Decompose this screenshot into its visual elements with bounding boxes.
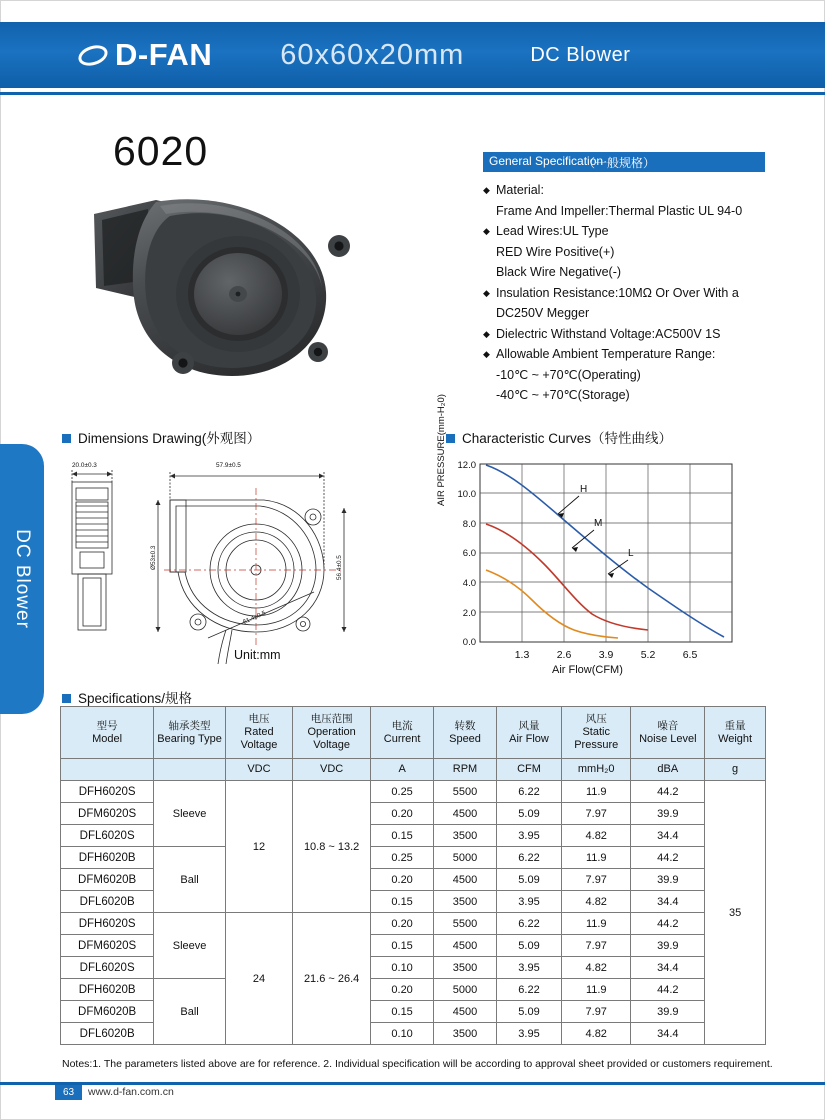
th-current — [371, 707, 434, 759]
cell-airflow: 5.09 — [496, 935, 561, 957]
cell-model: DFM6020B — [61, 869, 154, 891]
y-tick: 0.0 — [462, 637, 476, 648]
cell-speed: 5000 — [434, 847, 497, 869]
th-bearing-en: Bearing Type — [157, 732, 222, 745]
cell-airflow: 6.22 — [496, 979, 561, 1001]
unit-operation-voltage: VDC — [293, 759, 371, 781]
cell-speed: 4500 — [434, 803, 497, 825]
square-bullet-icon — [62, 434, 71, 443]
cell-model: DFH6020B — [61, 979, 154, 1001]
table-row — [61, 781, 766, 803]
cell-airflow: 5.09 — [496, 1001, 561, 1023]
spec-item: -10℃ ~ +70℃(Operating) — [496, 367, 641, 382]
dim-label-right: 56.4±0.5 — [336, 555, 343, 580]
curve-label-m: M — [594, 518, 603, 529]
cell-airflow: 5.09 — [496, 869, 561, 891]
cell-pressure: 7.97 — [562, 803, 631, 825]
cell-noise: 34.4 — [631, 1023, 705, 1045]
cell-pressure: 11.9 — [562, 979, 631, 1001]
th-noise-en: Noise Level — [639, 732, 697, 745]
chart-x-axis-label: Air Flow(CFM) — [552, 664, 623, 676]
y-tick: 6.0 — [462, 548, 476, 559]
cell-weight: 35 — [705, 781, 766, 1045]
general-spec-title-en: General Specification — [489, 154, 604, 168]
unit-weight: g — [705, 759, 766, 781]
th-pressure-cn: 风压 — [585, 713, 607, 725]
x-tick: 3.9 — [598, 649, 614, 661]
cell-speed: 5500 — [434, 781, 497, 803]
unit-bearing — [154, 759, 226, 781]
spec-item: ◆ Allowable Ambient Temperature Range: — [483, 344, 803, 365]
section-heading-dimensions — [62, 427, 260, 447]
spec-item: DC250V Megger — [496, 306, 590, 320]
th-speed-cn: 转数 — [454, 719, 476, 732]
spec-item: Black Wire Negative(-) — [496, 265, 622, 279]
th-weight-en: Weight — [718, 732, 753, 745]
brand-logo — [78, 37, 212, 73]
cell-pressure: 4.82 — [562, 825, 631, 847]
cell-pressure: 7.97 — [562, 1001, 631, 1023]
curve-label-h: H — [580, 484, 588, 495]
footer-rule — [0, 1082, 825, 1085]
cell-noise: 34.4 — [631, 891, 705, 913]
general-spec-list — [483, 180, 803, 406]
dimensions-drawing — [58, 452, 408, 672]
cell-airflow: 6.22 — [496, 913, 561, 935]
cell-bearing: Sleeve — [154, 913, 226, 979]
cell-model: DFL6020S — [61, 957, 154, 979]
cell-speed: 3500 — [434, 891, 497, 913]
unit-speed: RPM — [434, 759, 497, 781]
cell-pressure: 7.97 — [562, 869, 631, 891]
th-noise-cn: 噪音 — [657, 719, 679, 732]
spec-item: ◆ Insulation Resistance:10MΩ Or Over With a — [483, 283, 803, 304]
cell-model: DFM6020B — [61, 1001, 154, 1023]
x-tick: 6.5 — [682, 649, 698, 661]
cell-speed: 4500 — [434, 869, 497, 891]
th-bearing-cn: 轴承类型 — [168, 719, 211, 732]
brand-name: D-FAN — [115, 37, 213, 72]
model-number: 6020 — [113, 128, 209, 174]
unit-rated-voltage: VDC — [225, 759, 292, 781]
cell-current: 0.10 — [371, 1023, 434, 1045]
th-operation-voltage-en: Operation Voltage — [307, 726, 356, 751]
x-tick: 5.2 — [640, 649, 656, 661]
th-airflow — [496, 707, 561, 759]
table-header-row — [61, 707, 766, 759]
cell-noise: 34.4 — [631, 957, 705, 979]
table-body — [61, 781, 766, 1045]
cell-model: DFH6020S — [61, 913, 154, 935]
cell-noise: 39.9 — [631, 803, 705, 825]
cell-noise: 44.2 — [631, 847, 705, 869]
cell-airflow: 3.95 — [496, 957, 561, 979]
cell-current: 0.10 — [371, 957, 434, 979]
cell-model: DFM6020S — [61, 935, 154, 957]
spec-item: ◆ Dielectric Withstand Voltage:AC500V 1S — [483, 324, 803, 345]
header-underline — [0, 92, 825, 95]
cell-speed: 5000 — [434, 979, 497, 1001]
square-bullet-icon — [62, 694, 71, 703]
cell-pressure: 4.82 — [562, 891, 631, 913]
footer-url: www.d-fan.com.cn — [88, 1086, 174, 1098]
cell-speed: 3500 — [434, 957, 497, 979]
cell-current: 0.20 — [371, 869, 434, 891]
cell-operation-voltage: 21.6 ~ 26.4 — [293, 913, 371, 1045]
dim-label-body: 57.9±0.5 — [216, 462, 241, 469]
product-photo — [86, 176, 386, 392]
cell-current: 0.15 — [371, 825, 434, 847]
table-row — [61, 913, 766, 935]
section-heading-curves-label: Characteristic Curves（特性曲线） — [462, 431, 673, 446]
side-tab-label: DC Blower — [12, 529, 33, 629]
cell-current: 0.20 — [371, 979, 434, 1001]
table-row — [61, 847, 766, 869]
th-current-cn: 电流 — [391, 719, 413, 732]
cell-model: DFL6020B — [61, 1023, 154, 1045]
unit-model — [61, 759, 154, 781]
th-rated-voltage-cn: 电压 — [248, 713, 270, 725]
cell-pressure: 4.82 — [562, 957, 631, 979]
spec-item: ◆ Lead Wires:UL Type — [483, 221, 803, 242]
x-tick: 1.3 — [514, 649, 530, 661]
cell-current: 0.15 — [371, 935, 434, 957]
cell-speed: 5500 — [434, 913, 497, 935]
th-bearing — [154, 707, 226, 759]
unit-noise: dBA — [631, 759, 705, 781]
drawing-unit-label: Unit:mm — [234, 648, 281, 662]
spec-item: -40℃ ~ +70℃(Storage) — [496, 388, 630, 402]
cell-pressure: 11.9 — [562, 781, 631, 803]
dim-label-left: Ø53±0.3 — [150, 545, 157, 570]
cell-pressure: 11.9 — [562, 847, 631, 869]
cell-model: DFH6020B — [61, 847, 154, 869]
cell-model: DFL6020S — [61, 825, 154, 847]
cell-noise: 39.9 — [631, 869, 705, 891]
th-model-en: Model — [92, 732, 123, 745]
square-bullet-icon — [446, 434, 455, 443]
cell-current: 0.15 — [371, 1001, 434, 1023]
curve-label-l: L — [628, 548, 634, 559]
th-noise — [631, 707, 705, 759]
th-rated-voltage — [225, 707, 292, 759]
cell-speed: 4500 — [434, 935, 497, 957]
side-tab-dc-blower — [0, 444, 44, 714]
cell-bearing: Sleeve — [154, 781, 226, 847]
cell-airflow: 3.95 — [496, 1023, 561, 1045]
unit-airflow: CFM — [496, 759, 561, 781]
unit-current: A — [371, 759, 434, 781]
table-head — [61, 707, 766, 781]
cell-rated-voltage: 24 — [225, 913, 292, 1045]
cell-current: 0.25 — [371, 847, 434, 869]
cell-airflow: 5.09 — [496, 803, 561, 825]
th-weight-cn: 重量 — [724, 719, 746, 732]
th-pressure-en: Static Pressure — [574, 726, 619, 751]
cell-airflow: 6.22 — [496, 781, 561, 803]
cell-current: 0.25 — [371, 781, 434, 803]
dim-label-width: 20.0±0.3 — [72, 462, 97, 469]
cell-airflow: 3.95 — [496, 825, 561, 847]
x-tick: 2.6 — [556, 649, 572, 661]
general-spec-title-bar — [483, 152, 765, 172]
cell-bearing: Ball — [154, 979, 226, 1045]
page-number-badge: 63 — [55, 1085, 82, 1100]
th-airflow-en: Air Flow — [509, 732, 549, 745]
table-notes: Notes:1. The parameters listed above are for reference. 2. Individual specification will be according to approval sheet provided or customers requirement. — [62, 1058, 773, 1070]
cell-pressure: 7.97 — [562, 935, 631, 957]
spec-item: RED Wire Positive(+) — [496, 244, 615, 259]
cell-pressure: 4.82 — [562, 1023, 631, 1045]
table-row — [61, 979, 766, 1001]
th-operation-voltage — [293, 707, 371, 759]
product-type: DC Blower — [530, 43, 631, 66]
section-heading-curves — [446, 427, 672, 447]
th-pressure — [562, 707, 631, 759]
cell-operation-voltage: 10.8 ~ 13.2 — [293, 781, 371, 913]
y-tick: 8.0 — [462, 519, 476, 530]
cell-speed: 4500 — [434, 1001, 497, 1023]
page-header — [0, 22, 825, 88]
cell-airflow: 6.22 — [496, 847, 561, 869]
specifications-table — [60, 706, 766, 1045]
th-model-cn: 型号 — [96, 719, 118, 732]
cell-speed: 3500 — [434, 825, 497, 847]
cell-bearing: Ball — [154, 847, 226, 913]
cell-current: 0.15 — [371, 891, 434, 913]
cell-noise: 44.2 — [631, 979, 705, 1001]
y-tick: 2.0 — [462, 608, 476, 619]
chart-y-axis-label: AIR PRESSURE(mm-H₂0) — [436, 394, 447, 506]
cell-noise: 44.2 — [631, 781, 705, 803]
ellipse-icon — [76, 41, 110, 68]
cell-noise: 44.2 — [631, 913, 705, 935]
spec-item: ◆ Material: — [483, 180, 803, 201]
th-speed — [434, 707, 497, 759]
th-weight — [705, 707, 766, 759]
cell-pressure: 11.9 — [562, 913, 631, 935]
product-size: 60x60x20mm — [280, 38, 465, 71]
cell-current: 0.20 — [371, 803, 434, 825]
table-unit-row — [61, 759, 766, 781]
dim-label-diagonal: 61.4±0.5 — [241, 609, 267, 626]
section-heading-dimensions-label: Dimensions Drawing(外观图） — [78, 431, 261, 446]
y-tick: 4.0 — [462, 578, 476, 589]
section-heading-specifications — [62, 687, 192, 707]
th-airflow-cn: 风量 — [518, 719, 540, 732]
unit-pressure: mmH₂0 — [562, 759, 631, 781]
th-rated-voltage-en: Rated Voltage — [240, 726, 278, 751]
y-tick: 12.0 — [457, 460, 476, 471]
cell-model: DFH6020S — [61, 781, 154, 803]
cell-airflow: 3.95 — [496, 891, 561, 913]
cell-model: DFM6020S — [61, 803, 154, 825]
th-model — [61, 707, 154, 759]
y-tick: 10.0 — [457, 489, 476, 500]
th-operation-voltage-cn: 电压范围 — [310, 713, 353, 725]
cell-noise: 39.9 — [631, 1001, 705, 1023]
section-heading-specifications-label: Specifications/规格 — [78, 691, 193, 706]
th-current-en: Current — [383, 732, 421, 745]
cell-noise: 39.9 — [631, 935, 705, 957]
cell-rated-voltage: 12 — [225, 781, 292, 913]
spec-item: Frame And Impeller:Thermal Plastic UL 94-0 — [496, 203, 743, 218]
th-speed-en: Speed — [449, 732, 481, 745]
cell-current: 0.20 — [371, 913, 434, 935]
general-spec-title-cn: （一般规格） — [583, 156, 656, 170]
cell-noise: 34.4 — [631, 825, 705, 847]
cell-speed: 3500 — [434, 1023, 497, 1045]
characteristic-curve-chart — [432, 452, 772, 682]
cell-model: DFL6020B — [61, 891, 154, 913]
